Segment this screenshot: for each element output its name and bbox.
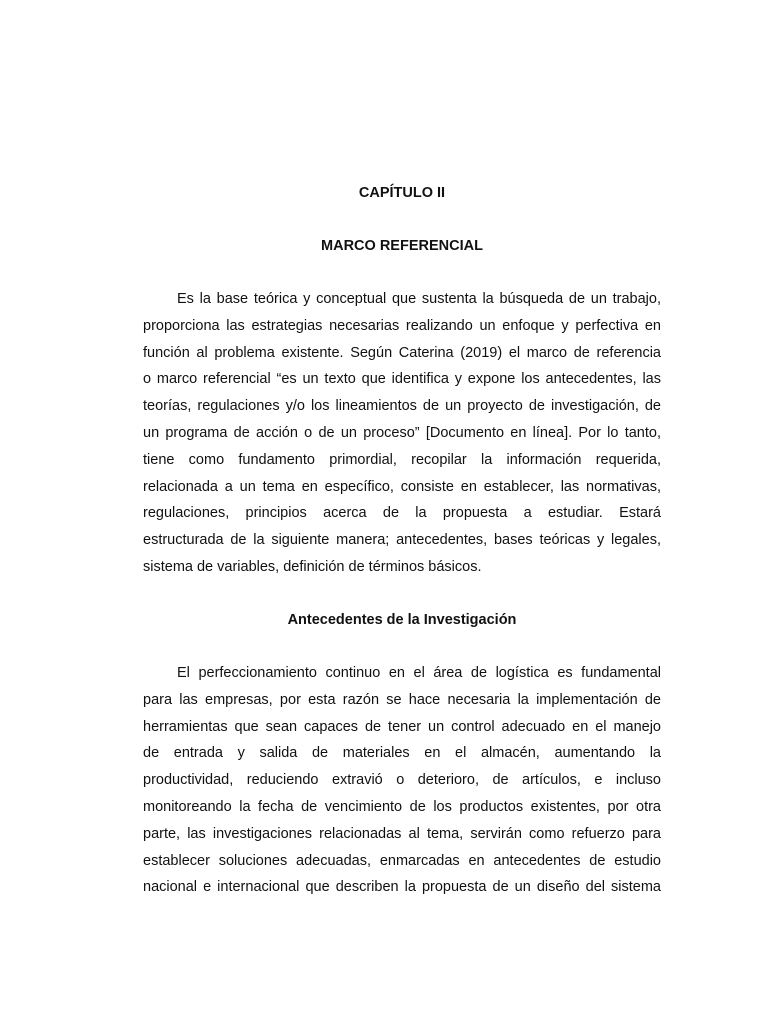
paragraph-line: relacionada a un tema en específico, consiste en establecer, las normativas, (143, 478, 661, 495)
paragraph-line: Es la base teórica y conceptual que sustenta la búsqueda de un trabajo, (177, 291, 661, 307)
paragraph-line: nacional e internacional que describen la propuesta de un diseño del sistema (143, 879, 661, 896)
paragraph-line: tiene como fundamento primordial, recopilar la información requerida, (143, 451, 661, 468)
paragraph-line: regulaciones, principios acerca de la propuesta a estudiar. Estará (143, 505, 661, 522)
paragraph-line: estructurada de la siguiente manera; antecedentes, bases teóricas y legales, (143, 532, 661, 549)
paragraph-line: proporciona las estrategias necesarias realizando un enfoque y perfectiva en (143, 317, 661, 334)
chapter-title: CAPÍTULO II (358, 185, 446, 201)
paragraph-line: de entrada y salida de materiales en el almacén, aumentando la (143, 745, 661, 762)
paragraph-line: establecer soluciones adecuadas, enmarcadas en antecedentes de estudio (143, 852, 661, 869)
paragraph-marco-referencial (143, 286, 661, 581)
paragraph-line: función al problema existente. Según Caterina (2019) el marco de referencia (143, 344, 661, 361)
paragraph-antecedentes (143, 660, 661, 901)
paragraph-line: un programa de acción o de un proceso” [Documento en línea]. Por lo tanto, (143, 424, 661, 441)
paragraph-line: teorías, regulaciones y/o los lineamientos de un proyecto de investigación, de (143, 398, 661, 415)
paragraph-line: monitoreando la fecha de vencimiento de los productos existentes, por otra (143, 798, 661, 815)
paragraph-line: sistema de variables, definición de términos básicos. (143, 558, 482, 575)
paragraph-line: o marco referencial “es un texto que identifica y expone los antecedentes, las (143, 371, 661, 388)
section-title: MARCO REFERENCIAL (321, 238, 483, 254)
paragraph-line: herramientas que sean capaces de tener un control adecuado en el manejo (143, 718, 661, 735)
subsection-title: Antecedentes de la Investigación (287, 612, 517, 628)
paragraph-line: productividad, reduciendo extravió o deterioro, de artículos, e incluso (143, 772, 661, 789)
paragraph-line: para las empresas, por esta razón se hace necesaria la implementación de (143, 691, 661, 708)
paragraph-line: parte, las investigaciones relacionadas al tema, servirán como refuerzo para (143, 825, 661, 842)
paragraph-line: El perfeccionamiento continuo en el área de logística es fundamental (177, 665, 661, 681)
